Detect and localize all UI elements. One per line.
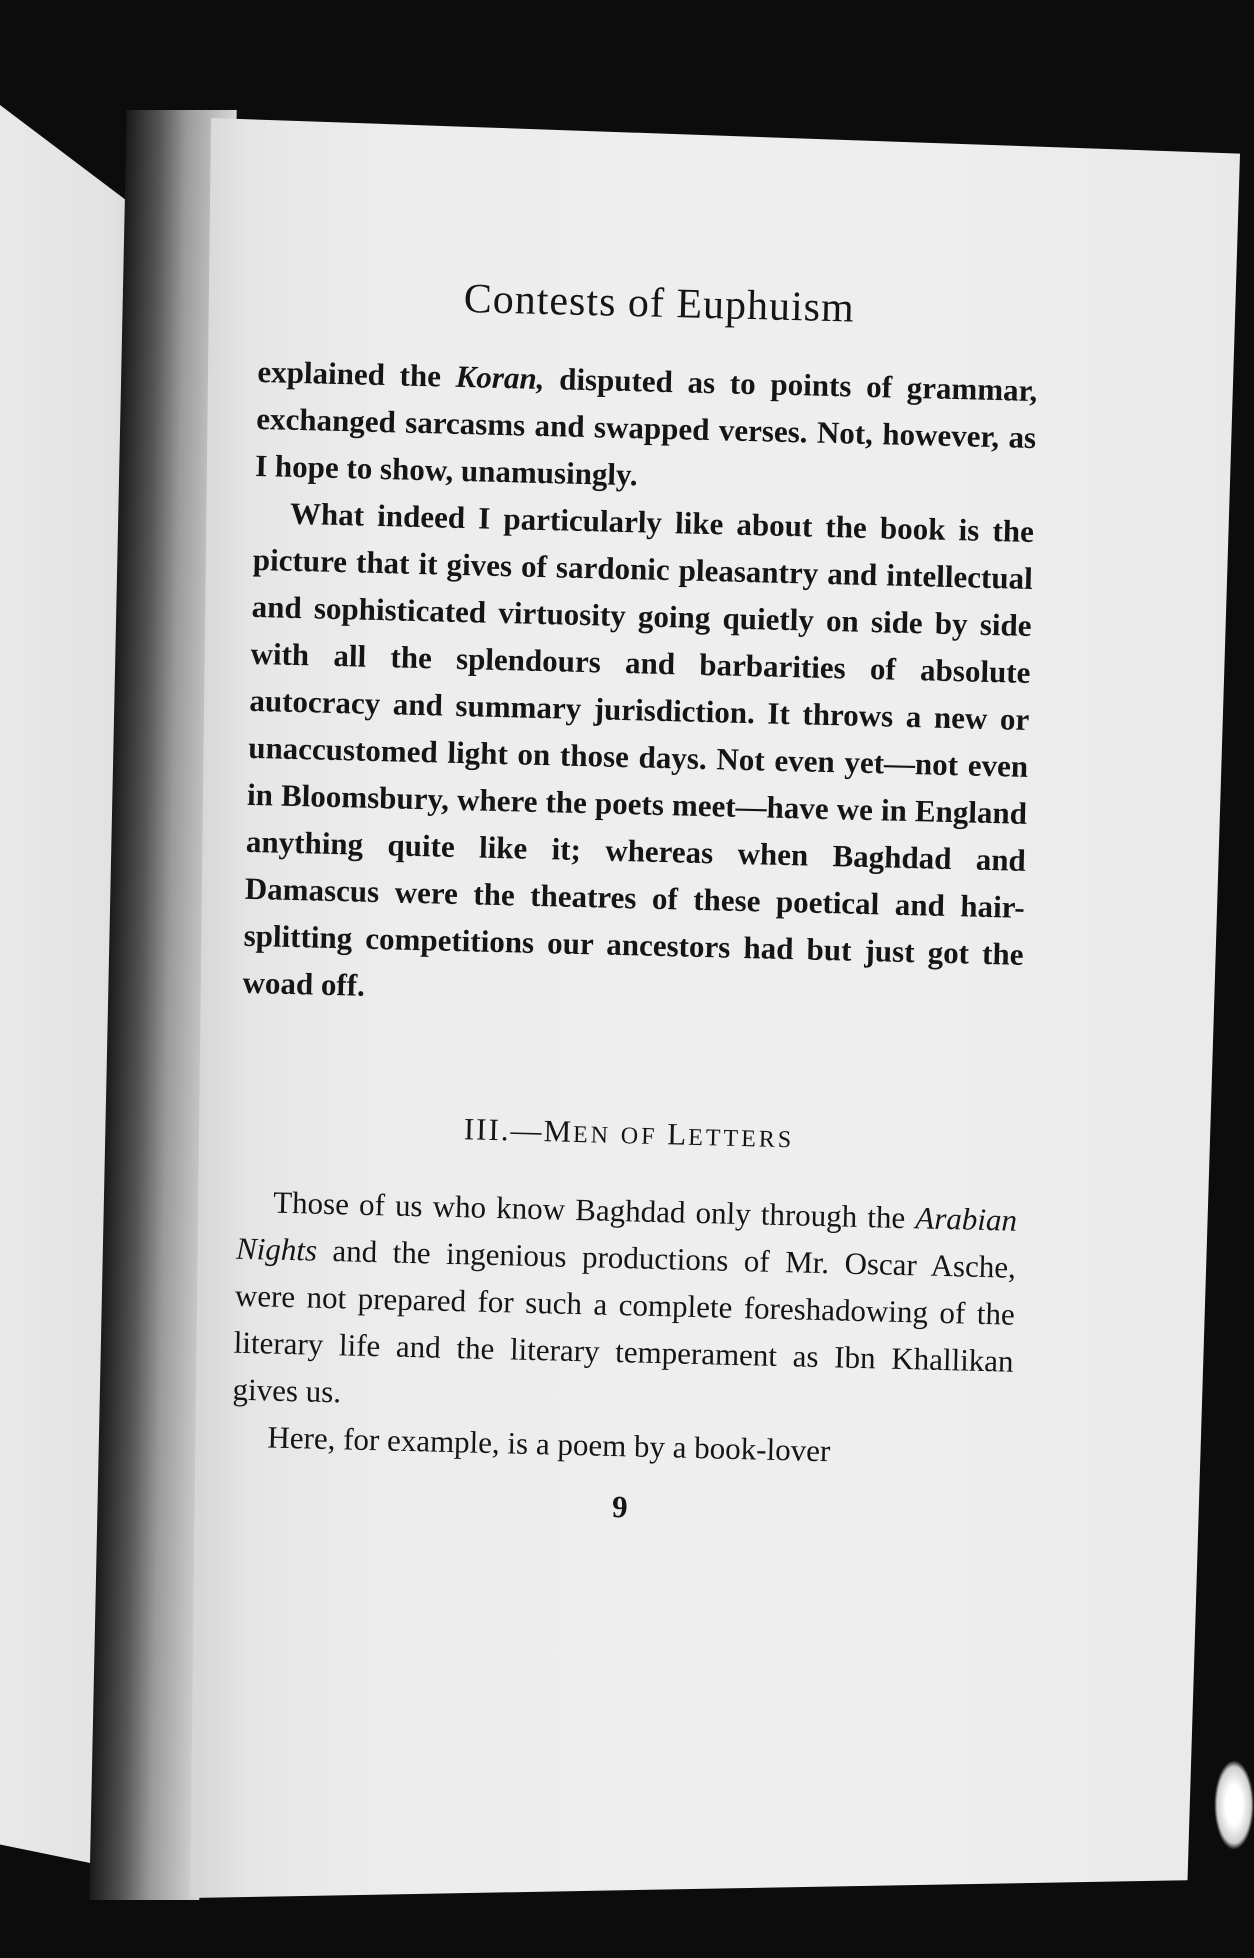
running-head: Contests of Euphuism [463,275,856,332]
heading-word-of: OF [620,1123,658,1150]
para1-text-start: explained the [257,353,457,394]
paragraph-2: What indeed I particularly like about the book is the picture that it gives of sardonic pleasantry and intellectual and sophisticated virtuosity going quietly on side by side with all the splendours and barbarities of absolute autocracy and summary jurisdiction. It throws a new or unaccustomed light on those days. Not even yet—not even in Bloomsbury, where the poets meet—have we in England anything quite like it; whereas when Baghdad and Damascus were the theatres of these poetical and hair-splitting competitions our ancestors had but just got the woad off. [242,495,1035,1003]
paragraph-1 [255,348,1038,508]
paper-blot [1214,1760,1254,1850]
page-content [230,270,1040,1535]
paragraph-3 [232,1178,1018,1432]
paragraph-4: Here, for example, is a poem by a book-lover [267,1419,831,1469]
heading-word-men: MEN [543,1113,612,1149]
para1-italic: Koran, [455,358,545,396]
heading-word-letters: LETTERS [666,1116,795,1154]
para3-text-start: Those of us who know Baghdad only through the [272,1184,916,1236]
para1-text-end: disputed as to points of grammar, exchanged sarcasms and swapped verses. Not, however, as I hope to show, unamusingly. [254,360,1038,493]
section-numeral: III.— [463,1111,544,1149]
para3-text-end: and the ingenious productions of Mr. Oscar Asche, were not prepared for such a complete foreshadowing of the literary life and the literary temperament as Ibn Khallikan gives us. [232,1232,1017,1410]
page-number: 9 [611,1488,629,1525]
para3-italic: Arabian Nights [235,1200,1018,1268]
section-heading [239,1106,1020,1161]
